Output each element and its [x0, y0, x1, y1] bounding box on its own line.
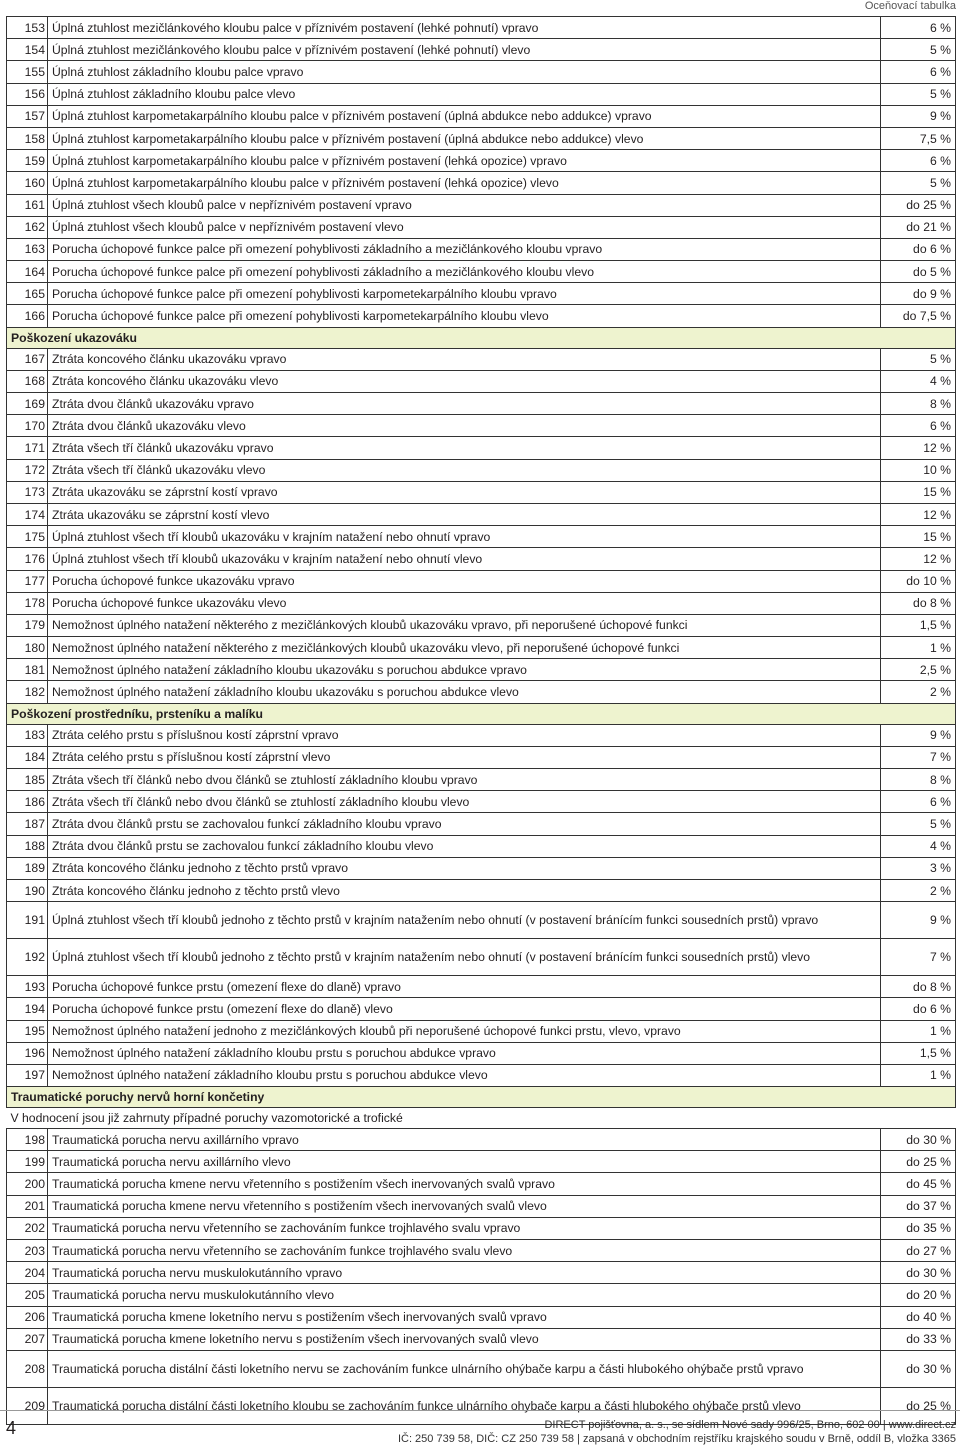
item-percentage: do 33 % [881, 1328, 956, 1350]
item-percentage: 6 % [881, 415, 956, 437]
item-percentage: 4 % [881, 370, 956, 392]
item-number: 202 [7, 1217, 48, 1239]
item-description: Traumatická porucha distální části loketního nervu se zachováním funkce ulnárního ohýbače karpu a části hlubokého ohýbače prstů vpravo [48, 1350, 881, 1387]
item-percentage: 9 % [881, 724, 956, 746]
table-row [7, 791, 956, 813]
table-row [7, 61, 956, 83]
table-row [7, 150, 956, 172]
item-description: Nemožnost úplného natažení některého z mezičlánkových kloubů ukazováku vpravo, při neporušené úchopové funkci [48, 614, 881, 636]
item-number: 154 [7, 39, 48, 61]
table-row [7, 998, 956, 1020]
table-row [7, 1284, 956, 1306]
item-number: 196 [7, 1042, 48, 1064]
table-row [7, 305, 956, 327]
item-description: Nemožnost úplného natažení některého z mezičlánkových kloubů ukazováku vlevo, při neporušené úchopové funkci [48, 637, 881, 659]
item-description: Traumatická porucha nervu vřetenního se zachováním funkce trojhlavého svalu vpravo [48, 1217, 881, 1239]
item-number: 156 [7, 83, 48, 105]
item-percentage: 5 % [881, 813, 956, 835]
table-row [7, 172, 956, 194]
item-number: 175 [7, 526, 48, 548]
item-percentage: do 21 % [881, 216, 956, 238]
item-percentage: 12 % [881, 548, 956, 570]
table-row [7, 769, 956, 791]
item-number: 208 [7, 1350, 48, 1387]
item-description: Ztráta všech tří článků nebo dvou článků se ztuhlostí základního kloubu vpravo [48, 769, 881, 791]
item-number: 172 [7, 459, 48, 481]
item-number: 167 [7, 348, 48, 370]
item-number: 155 [7, 61, 48, 83]
item-description: Ztráta koncového článku ukazováku vlevo [48, 370, 881, 392]
item-description: Úplná ztuhlost mezičlánkového kloubu palce v příznivém postavení (lehké pohnutí) vlevo [48, 39, 881, 61]
item-percentage: 2 % [881, 879, 956, 901]
item-percentage: 9 % [881, 105, 956, 127]
item-percentage: do 20 % [881, 1284, 956, 1306]
item-description: Úplná ztuhlost všech tří kloubů jednoho z těchto prstů v krajním natažením nebo ohnutí (v postavení bránícím funkci sousedních prstů) vpravo [48, 902, 881, 939]
item-description: Úplná ztuhlost základního kloubu palce vlevo [48, 83, 881, 105]
item-description: Traumatická porucha nervu axillárního vpravo [48, 1129, 881, 1151]
item-description: Traumatická porucha kmene nervu vřetenního s postižením všech inervovaných svalů vlevo [48, 1195, 881, 1217]
item-percentage: 6 % [881, 791, 956, 813]
item-number: 200 [7, 1173, 48, 1195]
item-number: 166 [7, 305, 48, 327]
item-percentage: do 37 % [881, 1195, 956, 1217]
item-number: 174 [7, 503, 48, 525]
item-description: Traumatická porucha kmene loketního nervu s postižením všech inervovaných svalů vpravo [48, 1306, 881, 1328]
table-row [7, 348, 956, 370]
item-percentage: do 45 % [881, 1173, 956, 1195]
item-percentage: do 5 % [881, 261, 956, 283]
item-percentage: 3 % [881, 857, 956, 879]
item-number: 189 [7, 857, 48, 879]
table-row [7, 976, 956, 998]
table-row [7, 459, 956, 481]
table-row [7, 570, 956, 592]
table-row [7, 127, 956, 149]
item-description: Úplná ztuhlost všech tří kloubů ukazováku v krajním natažení nebo ohnutí vlevo [48, 548, 881, 570]
table-row [7, 481, 956, 503]
table-row [7, 17, 956, 39]
item-description: Traumatická porucha nervu muskulokutánního vpravo [48, 1262, 881, 1284]
item-description: Úplná ztuhlost karpometakarpálního kloubu palce v příznivém postavení (úplná abdukce nebo addukce) vlevo [48, 127, 881, 149]
table-row [7, 681, 956, 703]
item-percentage: do 7,5 % [881, 305, 956, 327]
table-row [7, 526, 956, 548]
footer-line-1: DIRECT pojišťovna, a. s., se sídlem Nové sady 996/25, Brno, 602 00 | www.direct.cz [544, 1419, 956, 1431]
item-description: Ztráta dvou článků ukazováku vlevo [48, 415, 881, 437]
item-percentage: do 40 % [881, 1306, 956, 1328]
item-number: 180 [7, 637, 48, 659]
item-description: Traumatická porucha nervu vřetenního se zachováním funkce trojhlavého svalu vlevo [48, 1240, 881, 1262]
table-row [7, 216, 956, 238]
item-percentage: do 6 % [881, 998, 956, 1020]
item-description: Ztráta všech tří článků ukazováku vpravo [48, 437, 881, 459]
item-percentage: 2 % [881, 681, 956, 703]
table-row [7, 724, 956, 746]
item-number: 192 [7, 939, 48, 976]
item-percentage: 4 % [881, 835, 956, 857]
item-number: 178 [7, 592, 48, 614]
table-row [7, 1350, 956, 1387]
footer-divider [0, 1410, 960, 1411]
item-description: Traumatická porucha nervu axillárního vlevo [48, 1151, 881, 1173]
item-number: 157 [7, 105, 48, 127]
item-percentage: do 30 % [881, 1262, 956, 1284]
item-percentage: 2,5 % [881, 659, 956, 681]
item-description: Úplná ztuhlost základního kloubu palce vpravo [48, 61, 881, 83]
item-description: Ztráta všech tří článků ukazováku vlevo [48, 459, 881, 481]
item-description: Porucha úchopové funkce ukazováku vlevo [48, 592, 881, 614]
item-percentage: do 30 % [881, 1129, 956, 1151]
table-row [7, 1195, 956, 1217]
item-description: Úplná ztuhlost karpometakarpálního kloubu palce v příznivém postavení (lehká opozice) vlevo [48, 172, 881, 194]
item-percentage: do 8 % [881, 976, 956, 998]
table-row [7, 194, 956, 216]
item-number: 203 [7, 1240, 48, 1262]
item-percentage: do 10 % [881, 570, 956, 592]
item-description: Traumatická porucha distální části loketního kloubu se zachováním funkce ulnárního ohybače karpu a části hlubokého ohýbače prstů vlevo [48, 1387, 881, 1424]
item-number: 176 [7, 548, 48, 570]
table-row [7, 1064, 956, 1086]
item-percentage: 5 % [881, 39, 956, 61]
item-number: 206 [7, 1306, 48, 1328]
item-description: Porucha úchopové funkce palce při omezení pohyblivosti základního a mezičlánkového kloubu vpravo [48, 238, 881, 260]
item-number: 168 [7, 370, 48, 392]
item-description: Úplná ztuhlost všech kloubů palce v nepříznivém postavení vlevo [48, 216, 881, 238]
item-number: 185 [7, 769, 48, 791]
item-description: Úplná ztuhlost všech tří kloubů jednoho z těchto prstů v krajním natažením nebo ohnutí (v postavení bránícím funkci sousedních prstů) vlevo [48, 939, 881, 976]
item-number: 164 [7, 261, 48, 283]
item-description: Nemožnost úplného natažení základního kloubu ukazováku s poruchou abdukce vlevo [48, 681, 881, 703]
item-number: 205 [7, 1284, 48, 1306]
item-percentage: 7 % [881, 939, 956, 976]
item-description: Traumatická porucha kmene nervu vřetenního s postižením všech inervovaných svalů vpravo [48, 1173, 881, 1195]
table-row [7, 857, 956, 879]
table-row [7, 1042, 956, 1064]
valuation-table [6, 16, 956, 1425]
item-percentage: do 27 % [881, 1240, 956, 1262]
item-number: 188 [7, 835, 48, 857]
item-percentage: do 35 % [881, 1217, 956, 1239]
table-row [7, 370, 956, 392]
item-description: Nemožnost úplného natažení jednoho z mezičlánkových kloubů při neporušené úchopové funkci prstu, vlevo, vpravo [48, 1020, 881, 1042]
table-row [7, 83, 956, 105]
table-row [7, 1328, 956, 1350]
section-header-row [7, 327, 956, 348]
footer-line-2: IČ: 250 739 58, DIČ: CZ 250 739 58 | zapsaná v obchodním rejstříku krajského soudu v Brně, oddíl B, vložka 3365 [397, 1433, 956, 1445]
table-row [7, 1217, 956, 1239]
item-number: 173 [7, 481, 48, 503]
item-percentage: do 25 % [881, 1151, 956, 1173]
item-percentage: do 30 % [881, 1350, 956, 1387]
item-description: Ztráta koncového článku ukazováku vpravo [48, 348, 881, 370]
table-row [7, 503, 956, 525]
item-percentage: 1 % [881, 637, 956, 659]
item-percentage: 5 % [881, 172, 956, 194]
item-number: 195 [7, 1020, 48, 1042]
item-percentage: do 8 % [881, 592, 956, 614]
item-percentage: 6 % [881, 17, 956, 39]
item-description: Porucha úchopové funkce prstu (omezení flexe do dlaně) vlevo [48, 998, 881, 1020]
item-description: Ztráta dvou článků prstu se zachovalou funkcí základního kloubu vpravo [48, 813, 881, 835]
item-number: 199 [7, 1151, 48, 1173]
item-percentage: 15 % [881, 481, 956, 503]
table-row [7, 1240, 956, 1262]
footer-company-info [398, 1418, 956, 1446]
table-row [7, 238, 956, 260]
item-percentage: 7 % [881, 746, 956, 768]
item-description: Ztráta koncového článku jednoho z těchto prstů vlevo [48, 879, 881, 901]
table-row [7, 1262, 956, 1284]
item-percentage: 1 % [881, 1064, 956, 1086]
table-row [7, 659, 956, 681]
item-number: 165 [7, 283, 48, 305]
table-row [7, 415, 956, 437]
item-description: Ztráta koncového článku jednoho z těchto prstů vpravo [48, 857, 881, 879]
item-number: 153 [7, 17, 48, 39]
item-description: Porucha úchopové funkce ukazováku vpravo [48, 570, 881, 592]
table-row [7, 813, 956, 835]
item-percentage: 6 % [881, 150, 956, 172]
item-number: 209 [7, 1387, 48, 1424]
section-title: Traumatické poruchy nervů horní končetiny [7, 1087, 956, 1108]
item-number: 169 [7, 393, 48, 415]
item-number: 160 [7, 172, 48, 194]
item-number: 162 [7, 216, 48, 238]
section-header-row [7, 703, 956, 724]
item-description: Ztráta celého prstu s příslušnou kostí záprstní vpravo [48, 724, 881, 746]
item-percentage: 12 % [881, 503, 956, 525]
item-description: Ztráta dvou článků ukazováku vpravo [48, 393, 881, 415]
item-number: 207 [7, 1328, 48, 1350]
item-percentage: 7,5 % [881, 127, 956, 149]
table-row [7, 437, 956, 459]
item-percentage: 5 % [881, 83, 956, 105]
item-number: 186 [7, 791, 48, 813]
item-number: 163 [7, 238, 48, 260]
item-number: 159 [7, 150, 48, 172]
item-description: Traumatická porucha kmene loketního nervu s postižením všech inervovaných svalů vlevo [48, 1328, 881, 1350]
table-row [7, 592, 956, 614]
table-row [7, 1129, 956, 1151]
item-number: 191 [7, 902, 48, 939]
item-description: Traumatická porucha nervu muskulokutánního vlevo [48, 1284, 881, 1306]
item-description: Nemožnost úplného natažení základního kloubu ukazováku s poruchou abdukce vpravo [48, 659, 881, 681]
item-percentage: do 25 % [881, 1387, 956, 1424]
item-percentage: do 6 % [881, 238, 956, 260]
item-description: Ztráta ukazováku se záprstní kostí vpravo [48, 481, 881, 503]
item-percentage: 12 % [881, 437, 956, 459]
table-row [7, 261, 956, 283]
item-description: Porucha úchopové funkce palce při omezení pohyblivosti karpometekarpálního kloubu vpravo [48, 283, 881, 305]
item-percentage: 1,5 % [881, 1042, 956, 1064]
item-percentage: 15 % [881, 526, 956, 548]
section-header-row [7, 1087, 956, 1108]
table-row [7, 1020, 956, 1042]
item-number: 193 [7, 976, 48, 998]
table-row [7, 1306, 956, 1328]
item-description: Úplná ztuhlost karpometakarpálního kloubu palce v příznivém postavení (úplná abdukce nebo addukce) vpravo [48, 105, 881, 127]
item-description: Úplná ztuhlost všech kloubů palce v nepříznivém postavení vpravo [48, 194, 881, 216]
item-description: Úplná ztuhlost karpometakarpálního kloubu palce v příznivém postavení (lehká opozice) vpravo [48, 150, 881, 172]
item-percentage: 1,5 % [881, 614, 956, 636]
item-number: 158 [7, 127, 48, 149]
item-number: 190 [7, 879, 48, 901]
item-percentage: do 9 % [881, 283, 956, 305]
item-number: 204 [7, 1262, 48, 1284]
table-row [7, 1151, 956, 1173]
table-row [7, 393, 956, 415]
table-row [7, 39, 956, 61]
table-row [7, 939, 956, 976]
table-row [7, 637, 956, 659]
item-description: Ztráta dvou článků prstu se zachovalou funkcí základního kloubu vlevo [48, 835, 881, 857]
item-percentage: 8 % [881, 769, 956, 791]
item-number: 181 [7, 659, 48, 681]
item-description: Porucha úchopové funkce prstu (omezení flexe do dlaně) vpravo [48, 976, 881, 998]
item-number: 187 [7, 813, 48, 835]
item-number: 197 [7, 1064, 48, 1086]
item-number: 184 [7, 746, 48, 768]
item-number: 170 [7, 415, 48, 437]
item-description: Úplná ztuhlost mezičlánkového kloubu palce v příznivém postavení (lehké pohnutí) vpravo [48, 17, 881, 39]
item-description: Úplná ztuhlost všech tří kloubů ukazováku v krajním natažení nebo ohnutí vpravo [48, 526, 881, 548]
item-number: 194 [7, 998, 48, 1020]
item-description: Nemožnost úplného natažení základního kloubu prstu s poruchou abdukce vpravo [48, 1042, 881, 1064]
table-row [7, 879, 956, 901]
item-percentage: 8 % [881, 393, 956, 415]
table-row [7, 105, 956, 127]
item-number: 179 [7, 614, 48, 636]
table-row [7, 548, 956, 570]
table-row [7, 835, 956, 857]
table-row [7, 614, 956, 636]
section-title: Poškození prostředníku, prsteníku a malíku [7, 703, 956, 724]
item-percentage: 9 % [881, 902, 956, 939]
item-number: 198 [7, 1129, 48, 1151]
item-description: Ztráta ukazováku se záprstní kostí vlevo [48, 503, 881, 525]
item-number: 201 [7, 1195, 48, 1217]
item-number: 161 [7, 194, 48, 216]
item-number: 177 [7, 570, 48, 592]
item-description: Porucha úchopové funkce palce při omezení pohyblivosti karpometekarpálního kloubu vlevo [48, 305, 881, 327]
table-row [7, 1173, 956, 1195]
item-description: Nemožnost úplného natažení základního kloubu prstu s poruchou abdukce vlevo [48, 1064, 881, 1086]
item-number: 171 [7, 437, 48, 459]
section-title: Poškození ukazováku [7, 327, 956, 348]
table-row [7, 283, 956, 305]
item-percentage: do 25 % [881, 194, 956, 216]
note-row [7, 1108, 956, 1129]
page-number: 4 [6, 1418, 17, 1438]
item-number: 182 [7, 681, 48, 703]
item-percentage: 10 % [881, 459, 956, 481]
item-description: Ztráta celého prstu s příslušnou kostí záprstní vlevo [48, 746, 881, 768]
item-description: Porucha úchopové funkce palce při omezení pohyblivosti základního a mezičlánkového kloubu vlevo [48, 261, 881, 283]
item-percentage: 5 % [881, 348, 956, 370]
table-row [7, 902, 956, 939]
item-percentage: 1 % [881, 1020, 956, 1042]
table-row [7, 746, 956, 768]
item-description: Ztráta všech tří článků nebo dvou článků se ztuhlostí základního kloubu vlevo [48, 791, 881, 813]
item-percentage: 6 % [881, 61, 956, 83]
document-header: Oceňovací tabulka [864, 0, 956, 12]
section-note: V hodnocení jsou již zahrnuty případné poruchy vazomotorické a trofické [10, 1111, 403, 1126]
item-number: 183 [7, 724, 48, 746]
